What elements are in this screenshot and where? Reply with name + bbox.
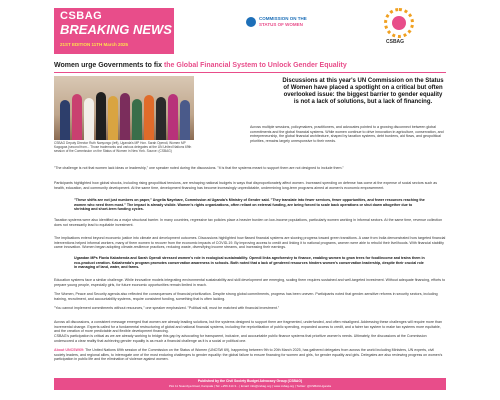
paragraph: "You cannot implement commitments without resources," one speaker emphasized. "Political will, must be matched with financial investment." <box>54 306 280 310</box>
commission-logo-line2: STATUS OF WOMEN <box>259 22 303 27</box>
breaking-news-label: BREAKING NEWS <box>60 22 172 37</box>
footer <box>54 378 446 390</box>
un-emblem-icon <box>246 17 256 27</box>
brand-banner <box>54 8 174 54</box>
photo-figure <box>180 100 190 140</box>
photo-figure <box>168 94 178 140</box>
paragraph: Taxation systems were also identified as a major structural barrier. In many countries, regressive tax policies place a heavier burden on low-income populations, particularly women working in informal sectors. At the same time, revenue collection does not necessarily lead to equitable investment. <box>54 218 443 227</box>
logo-text: CSBAG <box>386 39 405 45</box>
headline-divider <box>54 72 446 73</box>
headline-prefix: Women urge Governments to fix <box>54 62 164 69</box>
about-heading: About UNCSW69: <box>54 348 85 352</box>
photo-figure <box>60 100 70 140</box>
photo-figure <box>72 94 82 140</box>
paragraph: CSBAG's participation is critical as we are already working to bridge this gap by advocating for transparent, inclusive, and accountable public finance systems that prioritize women's needs. Ultimately, the discussions at the Commission underscored a clear reality that achieving gender equality is as much a financial challenge as it is a social or political one. <box>54 334 427 343</box>
paragraph: Education systems face a similar challenge. While innovative models integrating environmental sustainability and skill development are emerging, scaling them requires sustained and well-targeted investment. Without adequate financing, efforts to prepare young people, especially girls, for future economic opportunities remain limited in reach. <box>54 278 446 287</box>
photo-caption: CSBAG Deputy Director Ruth Nanyongo (left), Uganda's MP Hon. Sarah Opendi, Women MP Kagogwa (second from... Those trademarks and various delegates at the UN United Nations 69th session of the Commission on the Status of Women in New York. Source: (CSBAG) <box>54 141 192 153</box>
delegates-photo <box>54 76 194 140</box>
paragraph: The implications extend beyond economic justice into climate and development outcomes. Discussions highlighted how flawed financial systems are slowing progress toward green transitions. A case from India demonstrated how targeted financial interventions helped informal workers, many of them women to recover from the economic impacts of COVID-19. By improving access to credit and linking it to national programs, women were able to rebuild their livelihoods. With financial stability came innovation. Women began adopting climate-resilience practices, reducing waste, diversifying income streams, and increasing their earnings. <box>54 236 446 250</box>
photo-figure <box>156 97 166 140</box>
paragraph: Participants highlighted how global shocks, including rising geopolitical tensions, are reshaping national budgets in ways that disproportionately affect women. Increased spending on defense has come at the expense of social sectors such as health, education, and community development. At the same time, development financing has become increasingly unpredictable, undermining long-term programs aimed at women's economic empowerment. <box>54 181 438 190</box>
about-text: The United Nations 69th session of the Commission on the Status of Women (UNCSW 69), happening between 9th to 20th March 2025, has gathered delegates from across the world including Ministers, UN experts, civil society leaders, and regional allies, to interrogate one of the most enduring challenges to gender equality: the global failure to ensure financing for women and girls, for gender equality and girls. Delegates are also reviewing progress on women's participation in public life and the elimination of violence against women. <box>54 348 443 362</box>
edition-label: 21ST EDITION 11TH March 2025 <box>60 42 129 47</box>
headline-accent: the Global Financial System to Unlock Gender Equality <box>163 62 347 69</box>
paragraph: The Women, Peace and Security agenda also reflected the consequences of financial prioritization. Despite strong global commitments, progress has been uneven. Participants noted that gender-sensitive reforms in security sectors, including training, recruitment, and accountability systems, require consistent funding, something that is often lacking. <box>54 292 438 301</box>
photo-figure <box>144 95 154 140</box>
photo-figure <box>84 98 94 140</box>
newsletter-page <box>50 0 450 400</box>
footer-contacts: Plot 11 Nsambya Road, Kampala | Tel: +256 414 3... | Email: info@csbag.org | www.csbag.org | Twitter: @CSBAGUganda <box>168 384 332 388</box>
photo-figure <box>132 99 142 140</box>
header <box>50 6 450 56</box>
about-section <box>54 348 446 362</box>
logo-core-icon <box>392 16 406 30</box>
paragraph: Across all discussions, a consistent message emerged that women are already leading solutions, but the systems designed to support them are fragmented, underfunded, and often misaligned. Addressing these challenges will require more than incremental change. Experts called for a fundamental restructuring of global and national financial systems, including the reprioritization of public spending, expanded access to credit, and a fairer tax system to make tax systems more equitable, and the creation of more predictable and flexible development financing. <box>54 320 442 334</box>
brand-name: CSBAG <box>60 10 103 22</box>
photo-figure <box>96 92 106 140</box>
intro-paragraph: Across multiple sessions, policymakers, practitioners, and advocates pointed to a growing disconnect between global commitments and the global financial systems. While women continue to drive innovation in agriculture, conservation, and entrepreneurship, the global financial architecture, shaped by taxation systems, debt burdens, aid flows, and geopolitical priorities, remains largely unresponsive to their needs. <box>250 125 444 143</box>
quote-paragraph: "These shifts are not just numbers on paper," Angelia Nayebare, Commission at Uganda's Ministry of Gender said. "They translate into fewer services, fewer opportunities, and fewer resources reaching the women who need them most." The impact is already visible. Women's rights organizations, often reliant on external funding, are being forced to scale back operations or shut down altogether due to shrinking and short-term funding cycles. <box>74 198 425 212</box>
quote-paragraph: Ugandan MPs Flavia Kabahenda and Sarah Opendi stressed women's role in ecological sustainability. Opendi links agroforestry to finance, enabling women to grow trees for food/income and trains them in eco-product creation. Kabahenda's program promotes conservation awareness in schools. Both noted that a lack of gendered resources hinders women's conservation leadership, despite their crucial role in managing of land, water, and farms. <box>74 256 425 270</box>
commission-logo <box>246 16 308 30</box>
headline <box>54 62 446 69</box>
footer-publisher: Published by the Civil Society Budget Advocacy Group (CSBAG) <box>197 379 303 383</box>
commission-logo-line1: COMMISSION ON THE <box>259 16 307 21</box>
paragraph: "The challenge is not that women lack ideas or leadership," one speaker noted during the discussions. "It is that the systems meant to support them are not designed to include them." <box>54 166 344 170</box>
csbag-logo <box>380 6 422 48</box>
photo-figure <box>120 93 130 140</box>
photo-figure <box>108 96 118 140</box>
lead-paragraph: Discussions at this year's UN Commission on the Status of Women have placed a spotlight on a critical but often overlooked issue: the biggest barrier to gender equality is not a lack of solutions, but a lack of financing. <box>282 78 444 105</box>
